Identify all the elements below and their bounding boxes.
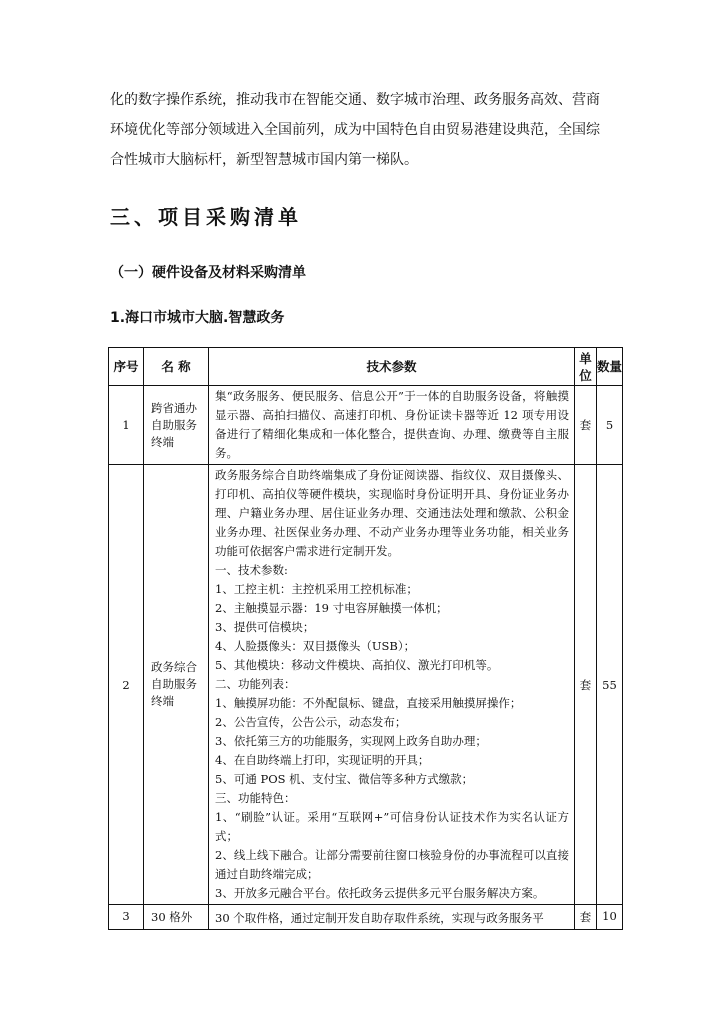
tech-line: 3、提供可信模块； <box>215 620 315 634</box>
header-tech: 技术参数 <box>209 348 575 386</box>
table-row <box>109 386 623 465</box>
intro-line-1: 化的数字操作系统，推动我市在智能交通、数字城市治理、政务服务高效、营商 <box>110 92 600 108</box>
tech-line: 3、依托第三方的功能服务，实现网上政务自助办理； <box>215 734 487 748</box>
tech-line: 3、开放多元融合平台。依托政务云提供多元平台服务解决方案。 <box>215 886 545 900</box>
tech-line: 2、线上线下融合。让部分需要前往窗口核验身份的办事流程可以直接通过自助终端完成； <box>215 848 569 881</box>
row-tech <box>209 905 575 930</box>
row-name: 跨省通办自助服务终端 <box>144 386 209 465</box>
tech-line: 1、工控主机：主控机采用工控机标准； <box>215 582 418 596</box>
intro-line-2: 环境优化等部分领域进入全国前列，成为中国特色自由贸易港建设典范，全国综 <box>110 122 600 138</box>
tech-line: 4、在自助终端上打印，实现证明的开具； <box>215 753 430 767</box>
row-unit: 套 <box>575 465 597 905</box>
table-title: 1.海口市城市大脑.智慧政务 <box>110 310 285 326</box>
row-seq: 2 <box>109 465 144 905</box>
row-name: 政务综合自助服务终端 <box>144 465 209 905</box>
tech-line: 30 个取件格，通过定制开发自助存取件系统，实现与政务服务平 <box>215 911 544 925</box>
row-qty: 10 <box>597 905 623 930</box>
row-unit: 套 <box>575 386 597 465</box>
procurement-table <box>108 347 623 930</box>
section-title: 三、项目采购清单 <box>110 205 302 229</box>
tech-line: 1、触摸屏功能：不外配鼠标、键盘，直接采用触摸屏操作； <box>215 696 522 710</box>
tech-line: 集“政务服务、便民服务、信息公开”于一体的自助服务设备，将触摸显示器、高拍扫描仪、高速打印机、身份证读卡器等近 12 项专用设备进行了精细化集成和一体化整合，提供查询、办理、缴费等自主服务。 <box>215 389 569 460</box>
row-qty: 5 <box>597 386 623 465</box>
tech-line: 2、主触摸显示器：19 寸电容屏触摸一体机； <box>215 601 448 615</box>
tech-line: 政务服务综合自助终端集成了身份证阅读器、指纹仪、双目摄像头、打印机、高拍仪等硬件模块，实现临时身份证明开具、身份证业务办理、户籍业务办理、居住证业务办理、交通违法处理和缴款、公积金业务办理、社医保业务办理、不动产业务办理等业务功能，相关业务功能可依据客户需求进行定制开发。 <box>215 468 569 558</box>
header-unit: 单位 <box>575 348 597 386</box>
header-seq: 序号 <box>109 348 144 386</box>
tech-line: 2、公告宣传，公告公示，动态发布； <box>215 715 407 729</box>
table-row <box>109 905 623 930</box>
table-header-row <box>109 348 623 386</box>
tech-line: 5、其他模块：移动文件模块、高拍仪、激光打印机等。 <box>215 658 499 672</box>
header-name: 名 称 <box>144 348 209 386</box>
intro-line-3: 合性城市大脑标杆，新型智慧城市国内第一梯队。 <box>110 152 418 168</box>
row-name: 30 格外 <box>144 905 209 930</box>
header-qty: 数量 <box>597 348 623 386</box>
tech-line: 4、人脸摄像头：双目摄像头（USB）； <box>215 639 416 653</box>
tech-line: 1、“刷脸”认证。采用“互联网+”可信身份认证技术作为实名认证方式； <box>215 810 569 843</box>
row-qty: 55 <box>597 465 623 905</box>
table-row <box>109 465 623 905</box>
row-unit: 套 <box>575 905 597 930</box>
tech-line: 5、可通 POS 机、支付宝、微信等多种方式缴款； <box>215 772 474 786</box>
row-tech <box>209 386 575 465</box>
row-seq: 3 <box>109 905 144 930</box>
subsection-title: （一）硬件设备及材料采购清单 <box>110 265 306 281</box>
row-seq: 1 <box>109 386 144 465</box>
tech-line: 二、功能列表： <box>215 677 296 691</box>
tech-line: 三、功能特色： <box>215 791 296 805</box>
row-tech <box>209 465 575 905</box>
tech-line: 一、技术参数: <box>215 563 288 577</box>
